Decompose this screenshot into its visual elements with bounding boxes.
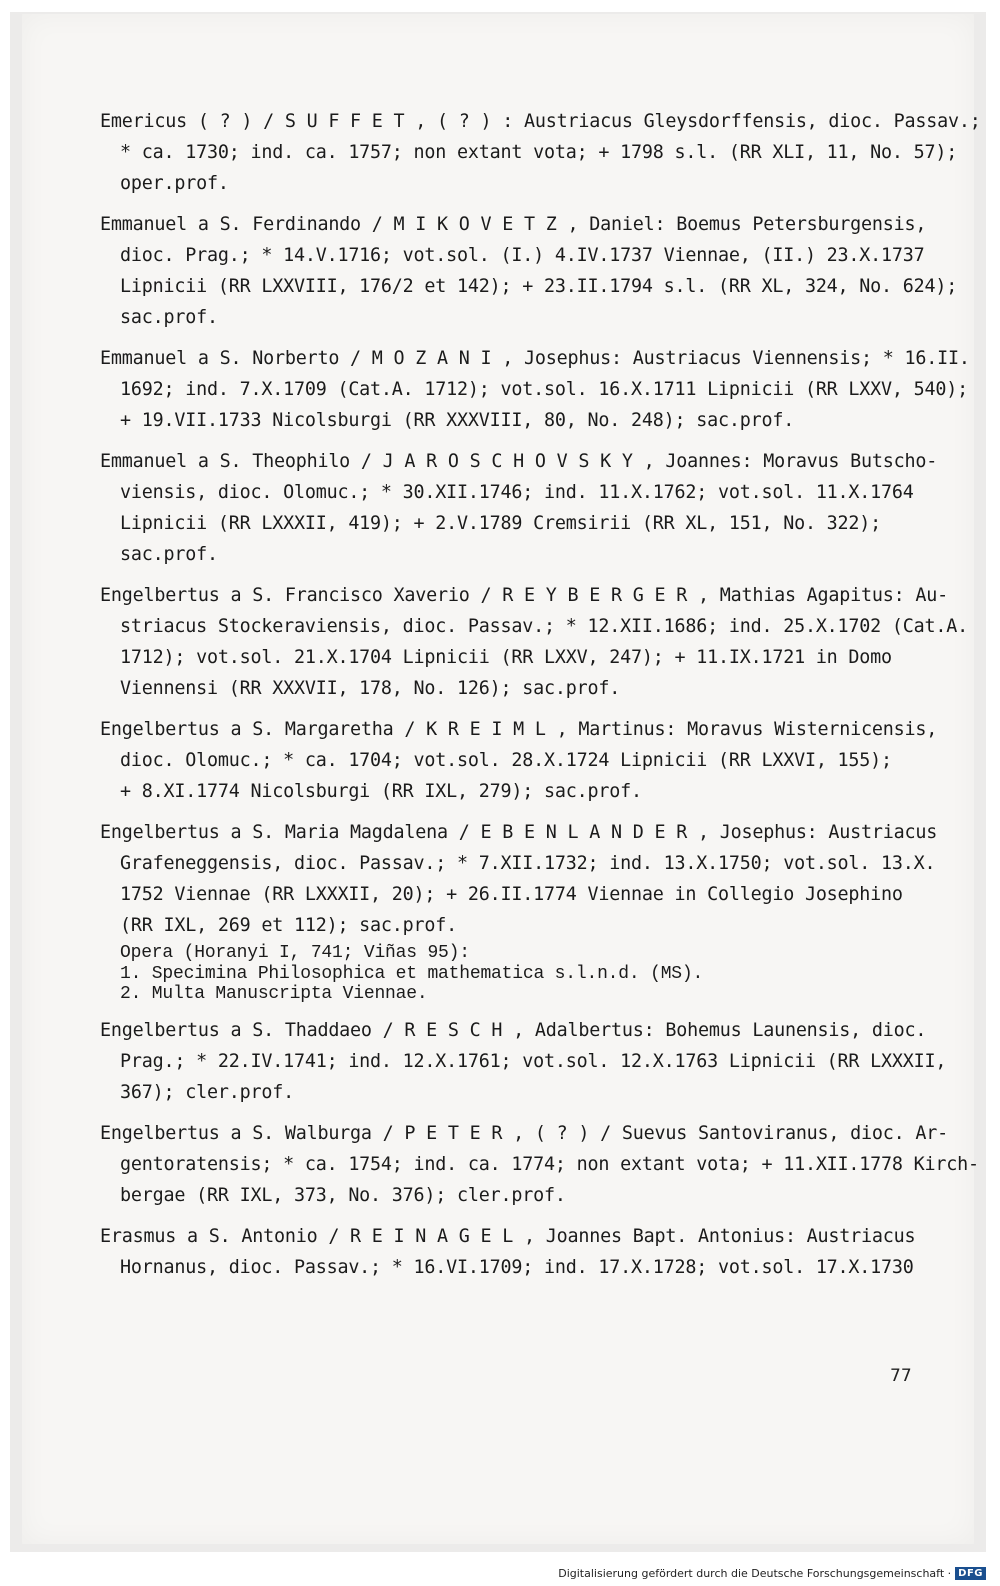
entry-line: gentoratensis; * ca. 1754; ind. ca. 1774; non extant vota; + 11.XII.1778 Kirch- <box>120 1153 979 1175</box>
entry-list <box>100 106 981 1293</box>
entry <box>100 1015 947 1108</box>
entry-line: Grafeneggensis, dioc. Passav.; * 7.XII.1732; ind. 13.X.1750; vot.sol. 13.X. <box>120 853 936 874</box>
entry-heading-line: Engelbertus a S. Walburga / P E T E R , ( ? ) / Suevus Santoviranus, dioc. Ar- <box>100 1122 949 1144</box>
entry-heading-line: Engelbertus a S. Francisco Xaverio / R E Y B E R G E R , Mathias Agapitus: Au- <box>100 585 949 606</box>
entry <box>100 580 969 704</box>
entry <box>100 817 938 1005</box>
entry-heading-line: Emericus ( ? ) / S U F F E T , ( ? ) : Austriacus Gleysdorffensis, dioc. Passav.; <box>100 111 981 132</box>
entry <box>100 106 981 199</box>
entry-line: + 19.VII.1733 Nicolsburgi (RR XXXVIII, 80, No. 248); sac.prof. <box>120 410 795 431</box>
opera-item: 2. Multa Manuscripta Viennae. <box>120 984 428 1004</box>
entry-line: 1752 Viennae (RR LXXXII, 20); + 26.II.1774 Viennae in Collegio Josephino <box>120 884 903 905</box>
entry-heading-line: Engelbertus a S. Maria Magdalena / E B E N L A N D E R , Josephus: Austriacus <box>100 822 938 843</box>
entry-line: 367); cler.prof. <box>120 1081 294 1103</box>
entry-heading-line: Engelbertus a S. Thaddaeo / R E S C H , Adalbertus: Bohemus Launensis, dioc. <box>100 1019 927 1041</box>
entry-line: oper.prof. <box>120 173 229 194</box>
entry-heading-line: Engelbertus a S. Margaretha / K R E I M L , Martinus: Moravus Wisternicensis, <box>100 719 938 740</box>
entry <box>100 1221 920 1283</box>
entry-line: (RR IXL, 269 et 112); sac.prof. <box>120 915 458 936</box>
entry-heading-line: Emmanuel a S. Norberto / M O Z A N I , Josephus: Austriacus Viennensis; * 16.II. <box>100 348 970 369</box>
entry-heading-line: Erasmus a S. Antonio / R E I N A G E L , Joannes Bapt. Antonius: Austriacus <box>100 1225 916 1247</box>
entry-line: sac.prof. <box>120 307 218 328</box>
page-number: 77 <box>890 1366 912 1386</box>
entry <box>100 343 970 436</box>
entry-line: bergae (RR IXL, 373, No. 376); cler.prof. <box>120 1184 566 1206</box>
scanned-page <box>10 12 986 1552</box>
entry-heading-line: Emmanuel a S. Theophilo / J A R O S C H O V S K Y , Joannes: Moravus Butscho- <box>100 451 938 472</box>
entry-line: striacus Stockeraviensis, dioc. Passav.; * 12.XII.1686; ind. 25.X.1702 (Cat.A. <box>120 616 969 637</box>
entry-heading-line: Emmanuel a S. Ferdinando / M I K O V E T Z , Daniel: Boemus Petersburgensis, <box>100 214 927 235</box>
entry <box>100 714 938 807</box>
entry-line: sac.prof. <box>120 544 218 565</box>
dfg-logo: DFG <box>955 1567 986 1580</box>
entry-line: Hornanus, dioc. Passav.; * 16.VI.1709; ind. 17.X.1728; vot.sol. 17.X.1730 <box>120 1256 914 1278</box>
opera-item: 1. Specimina Philosophica et mathematica s.l.n.d. (MS). <box>120 963 704 984</box>
entry-line: Lipnicii (RR LXXXII, 419); + 2.V.1789 Cremsirii (RR XL, 151, No. 322); <box>120 513 882 534</box>
entry-line: Prag.; * 22.IV.1741; ind. 12.X.1761; vot.sol. 12.X.1763 Lipnicii (RR LXXXII, <box>120 1050 947 1072</box>
paper-sheet <box>22 14 981 1544</box>
entry-line: viensis, dioc. Olomuc.; * 30.XII.1746; ind. 11.X.1762; vot.sol. 11.X.1764 <box>120 482 914 503</box>
entry-line: * ca. 1730; ind. ca. 1757; non extant vota; + 1798 s.l. (RR XLI, 11, No. 57); <box>120 142 958 163</box>
entry-line: + 8.XI.1774 Nicolsburgi (RR IXL, 279); sac.prof. <box>120 781 642 802</box>
footer <box>558 1567 986 1580</box>
entry-line: Lipnicii (RR LXXVIII, 176/2 et 142); + 23.II.1794 s.l. (RR XL, 324, No. 624); <box>120 276 958 297</box>
entry <box>100 209 958 333</box>
entry <box>100 446 938 570</box>
entry-line: dioc. Olomuc.; * ca. 1704; vot.sol. 28.X.1724 Lipnicii (RR LXXVI, 155); <box>120 750 892 771</box>
entry-line: 1712); vot.sol. 21.X.1704 Lipnicii (RR LXXV, 247); + 11.IX.1721 in Domo <box>120 647 892 668</box>
footer-credit: Digitalisierung gefördert durch die Deutsche Forschungsgemeinschaft · <box>558 1567 952 1580</box>
entry-line: dioc. Prag.; * 14.V.1716; vot.sol. (I.) 4.IV.1737 Viennae, (II.) 23.X.1737 <box>120 245 925 266</box>
entry-line: 1692; ind. 7.X.1709 (Cat.A. 1712); vot.sol. 16.X.1711 Lipnicii (RR LXXV, 540); <box>120 379 969 400</box>
opera-heading: Opera (Horanyi I, 741; Viñas 95): <box>120 943 470 963</box>
entry <box>100 1118 979 1211</box>
entry-line: Viennensi (RR XXXVII, 178, No. 126); sac.prof. <box>120 678 621 699</box>
